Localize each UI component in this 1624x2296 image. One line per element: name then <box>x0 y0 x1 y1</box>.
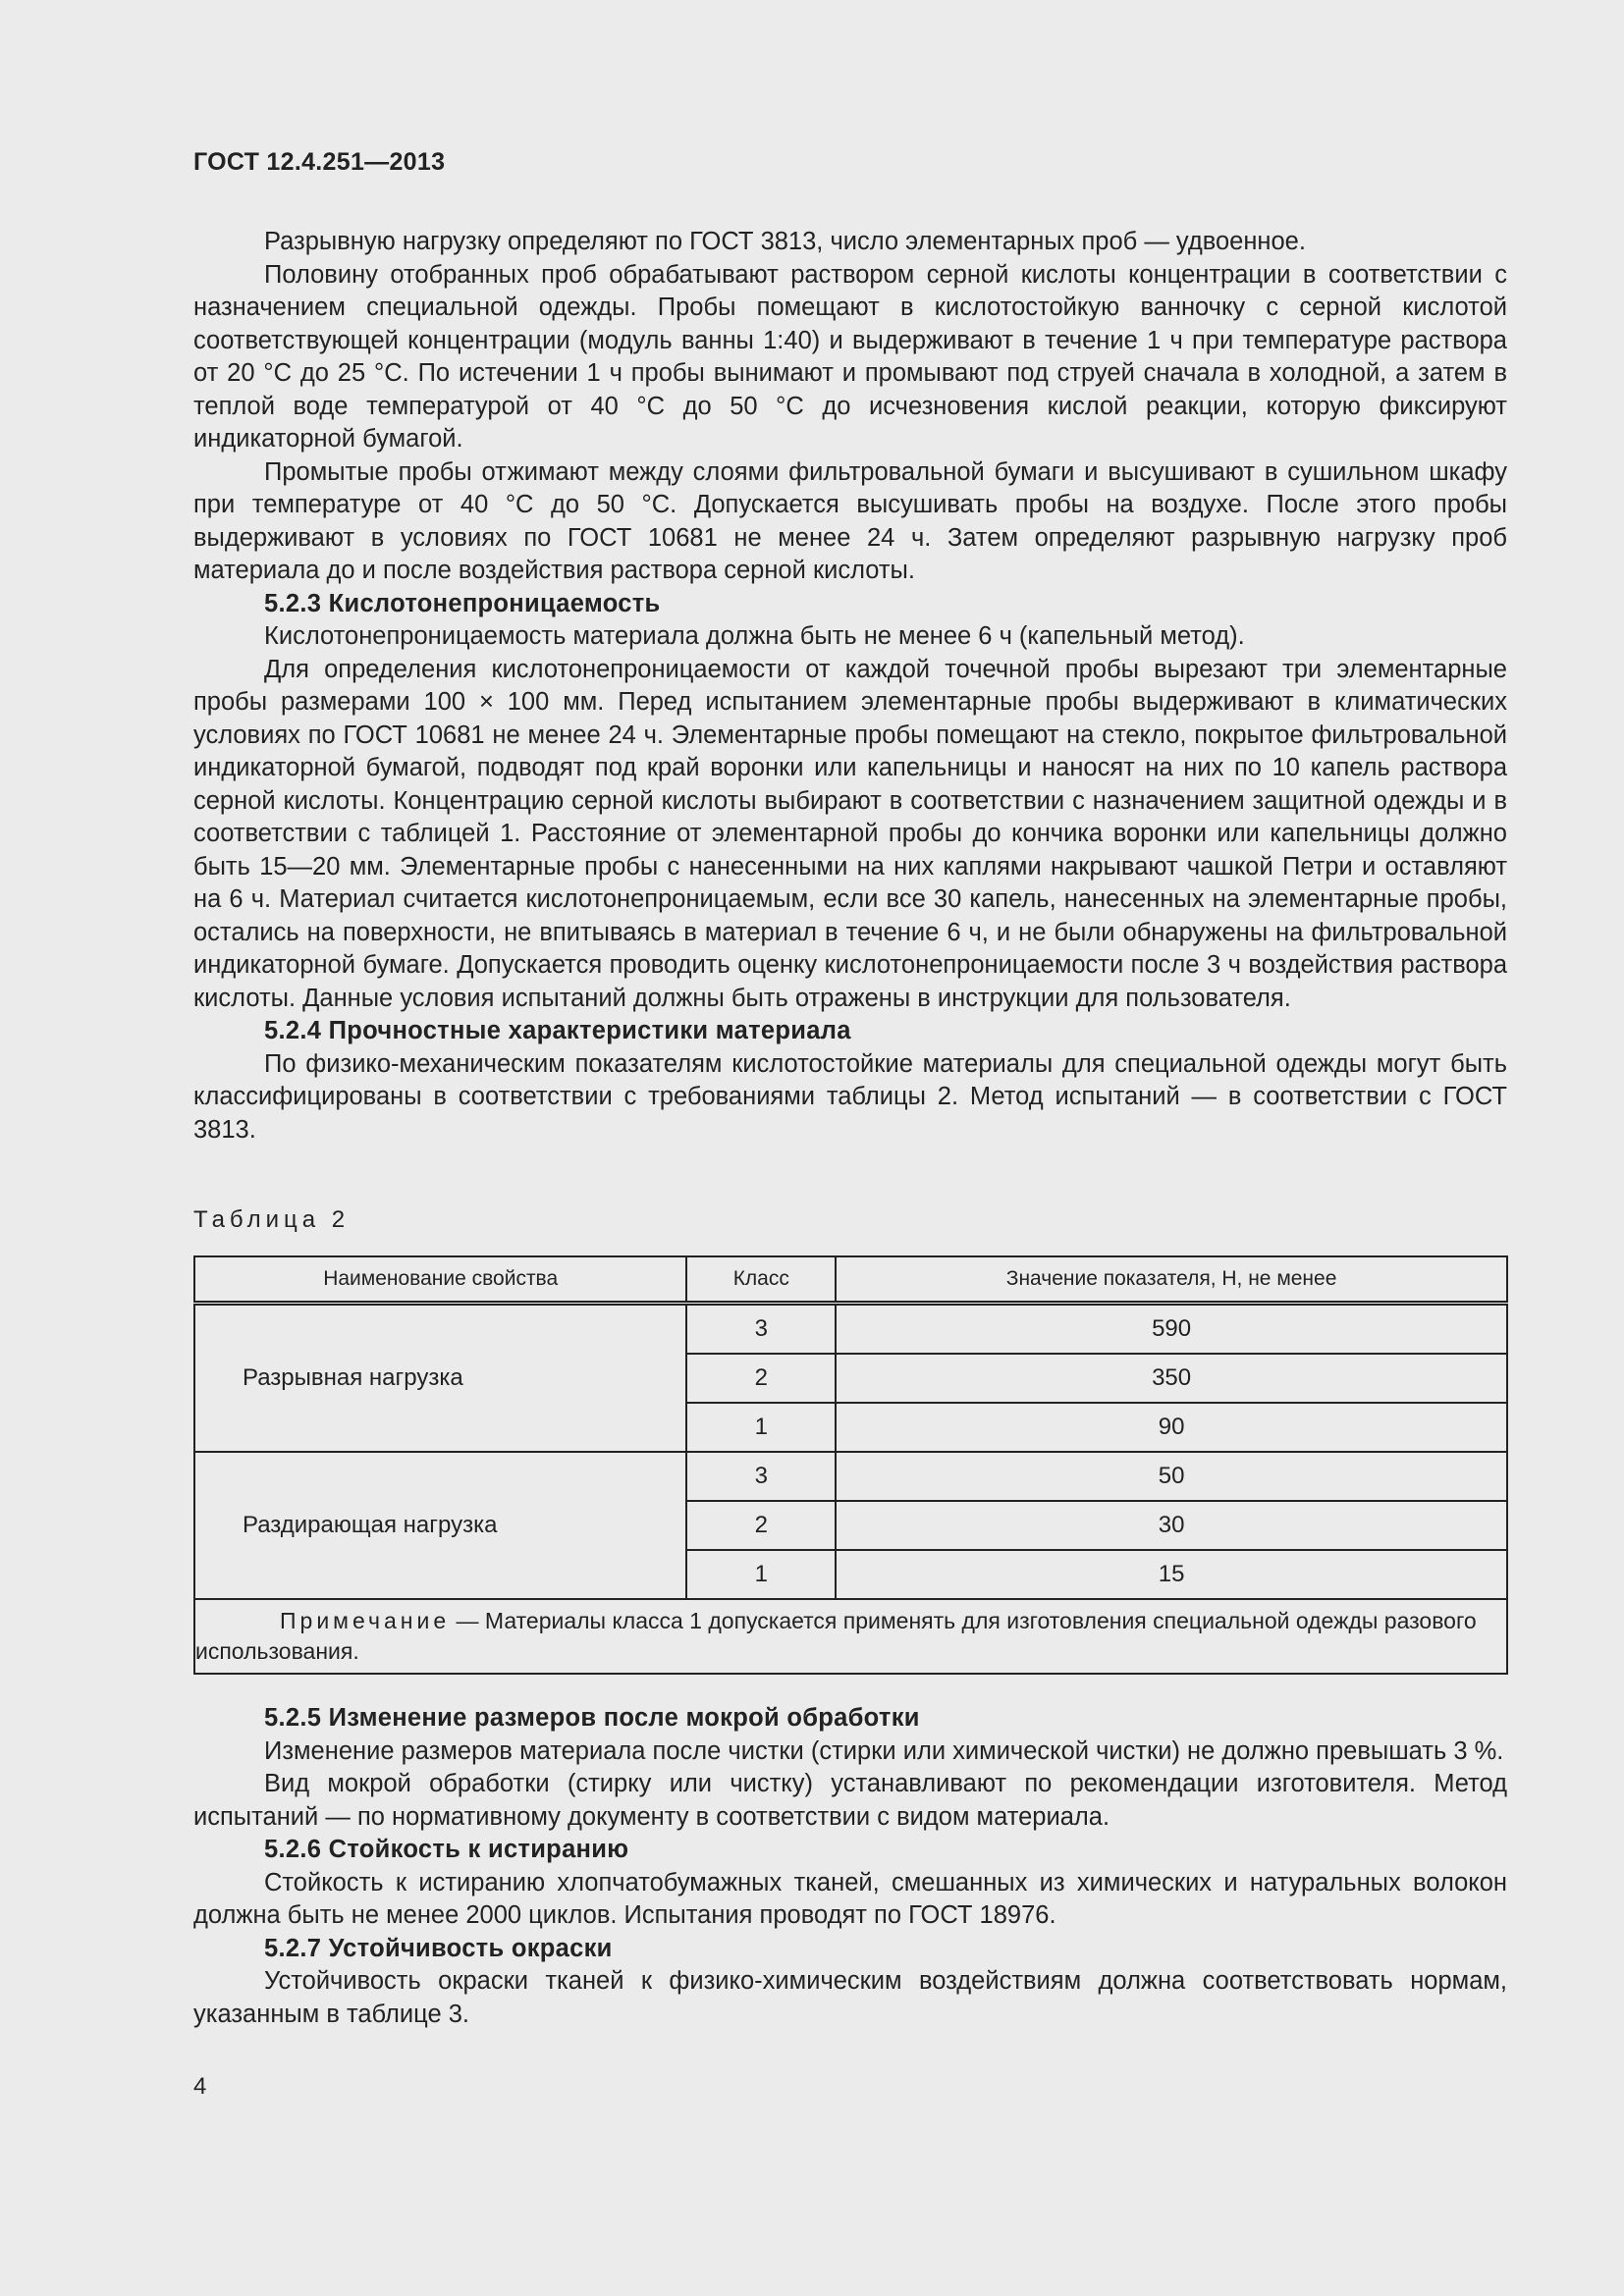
class-cell: 3 <box>686 1452 836 1501</box>
section-heading-5-2-6: 5.2.6 Стойкость к истиранию <box>264 1836 629 1863</box>
page-number: 4 <box>193 2073 207 2100</box>
table-row <box>194 1304 1507 1355</box>
paragraph: Стойкость к истиранию хлопчатобумажных тканей, смешанных из химических и натуральных волокон должна быть не менее 2000 циклов. Испытания проводят по ГОСТ 18976. <box>193 1868 1507 1929</box>
section-heading-5-2-5: 5.2.5 Изменение размеров после мокрой обработки <box>264 1704 920 1732</box>
paragraph: Для определения кислотонепроницаемости от каждой точечной пробы вырезают три элементарные пробы размерами 100 × 100 мм. Перед испытанием элементарные пробы выдерживают в климатических условиях по ГОСТ 10681 не менее 24 ч. Элементарные пробы помещают на стекло, покрытое фильтровальной индикаторной бумагой, подводят под край воронки или капельницы и наносят на них по 10 капель раствора серной кислоты. Концентрацию серной кислоты выбирают в соответствии с назначением защитной одежды и в соответствии с таблицей 1. Расстояние от элементарной пробы до кончика воронки или капельницы должно быть 15—20 мм. Элементарные пробы с нанесенными на них каплями накрывают чашкой Петри и оставляют на 6 ч. Материал считается кислотонепроницаемым, если все 30 капель, нанесенных на элементарные пробы, остались на поверхности, не впитываясь в материал в течение 6 ч, и не были обнаружены на фильтровальной индикаторной бумаге. Допускается проводить оценку кислотонепроницаемости после 3 ч воздействия раствора кислоты. Данные условия испытаний должны быть отражены в инструкции для пользователя. <box>193 655 1507 1012</box>
section-heading-5-2-3: 5.2.3 Кислотонепроницаемость <box>264 589 661 617</box>
column-header: Значение показателя, Н, не менее <box>836 1256 1507 1304</box>
class-cell: 3 <box>686 1304 836 1355</box>
value-cell: 50 <box>836 1452 1507 1501</box>
value-cell: 590 <box>836 1304 1507 1355</box>
table-note <box>194 1599 1507 1674</box>
paragraph: Половину отобранных проб обрабатывают раствором серной кислоты концентрации в соответствии с назначением специальной одежды. Пробы помещают в кислотостойкую ванночку с серной кислотой соответствующей концентрации (модуль ванны 1:40) и выдерживают в течение 1 ч при температуре раствора от 20 °С до 25 °С. По истечении 1 ч пробы вынимают и промывают под струей сначала в холодной, а затем в теплой воде температурой от 40 °С до 50 °С до исчезновения кислой реакции, которую фиксируют индикаторной бумагой. <box>193 260 1507 453</box>
property-name: Разрывная нагрузка <box>194 1304 686 1453</box>
note-text: — Материалы класса 1 допускается применять для изготовления специальной одежды разового использования. <box>195 1608 1477 1664</box>
table-header-row <box>194 1256 1507 1304</box>
column-header: Наименование свойства <box>194 1256 686 1304</box>
paragraph: Кислотонепроницаемость материала должна быть не менее 6 ч (капельный метод). <box>264 622 1245 650</box>
paragraph: Изменение размеров материала после чистки (стирки или химической чистки) не должно превышать 3 %. <box>264 1736 1504 1765</box>
class-cell: 1 <box>686 1550 836 1599</box>
table-caption: Таблица 2 <box>193 1206 351 1233</box>
value-cell: 350 <box>836 1354 1507 1403</box>
body-section-2 <box>193 1702 1507 2031</box>
paragraph: Устойчивость окраски тканей к физико-химическим воздействиям должна соответствовать нормам, указанным в таблице 3. <box>193 1967 1507 2028</box>
column-header: Класс <box>686 1256 836 1304</box>
value-cell: 90 <box>836 1403 1507 1452</box>
property-name: Раздирающая нагрузка <box>194 1452 686 1599</box>
paragraph: Разрывную нагрузку определяют по ГОСТ 3813, число элементарных проб — удвоенное. <box>264 228 1306 255</box>
document-header: ГОСТ 12.4.251—2013 <box>193 148 446 176</box>
value-cell: 30 <box>836 1501 1507 1550</box>
table-2 <box>193 1255 1508 1675</box>
table-row <box>194 1452 1507 1501</box>
class-cell: 2 <box>686 1354 836 1403</box>
paragraph: Промытые пробы отжимают между слоями фильтровальной бумаги и высушивают в сушильном шкафу при температуре от 40 °С до 50 °С. Допускается высушивать пробы на воздухе. После этого пробы выдерживают в условиях по ГОСТ 10681 не менее 24 ч. Затем определяют разрывную нагрузку проб материала до и после воздействия раствора серной кислоты. <box>193 457 1507 584</box>
section-heading-5-2-4: 5.2.4 Прочностные характеристики материала <box>264 1017 851 1044</box>
class-cell: 1 <box>686 1403 836 1452</box>
body-section-1 <box>193 226 1507 1147</box>
section-heading-5-2-7: 5.2.7 Устойчивость окраски <box>264 1934 613 1962</box>
note-label: Примечание <box>280 1608 451 1633</box>
paragraph: По физико-механическим показателям кислотостойкие материалы для специальной одежды могут быть классифицированы в соответствии с требованиями таблицы 2. Метод испытаний — в соответствии с ГОСТ 3813. <box>193 1049 1507 1144</box>
class-cell: 2 <box>686 1501 836 1550</box>
value-cell: 15 <box>836 1550 1507 1599</box>
table-note-row <box>194 1599 1507 1674</box>
paragraph: Вид мокрой обработки (стирку или чистку) устанавливают по рекомендации изготовителя. Метод испытаний — по нормативному документу в соответствии с видом материала. <box>193 1770 1507 1831</box>
